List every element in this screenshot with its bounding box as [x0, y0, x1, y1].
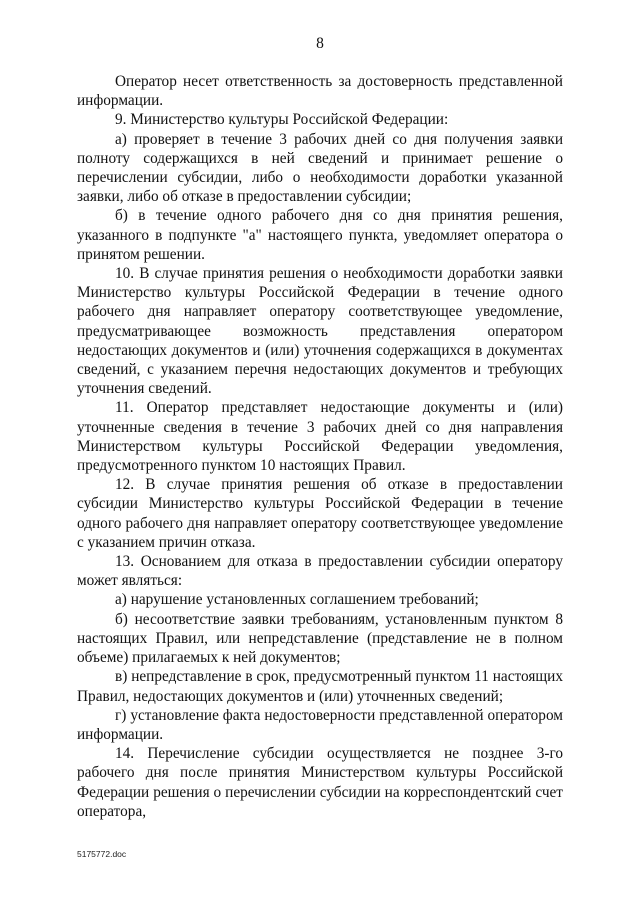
paragraph: в) непредставление в срок, предусмотренный пунктом 11 настоящих Правил, недостающих документов и (или) уточненных сведений;: [77, 668, 563, 705]
paragraph: 10. В случае принятия решения о необходимости доработки заявки Министерство культуры Российской Федерации в течение одного рабочего дня направляет оператору соответствующее уведомление, предусматривающее возможность представления оператором недостающих документов и (или) уточнения содержащихся в документах сведений, с указанием перечня недостающих документов и требующих уточнения сведений.: [77, 265, 563, 398]
document-body: [77, 72, 563, 821]
paragraph: Оператор несет ответственность за достоверность представленной информации.: [77, 73, 563, 110]
page-number: 8: [316, 35, 324, 52]
paragraph: а) нарушение установленных соглашением требований;: [115, 591, 479, 609]
paragraph: б) в течение одного рабочего дня со дня принятия решения, указанного в подпункте "а" настоящего пункта, уведомляет оператора о принятом решении.: [77, 207, 563, 263]
paragraph: 14. Перечисление субсидии осуществляется не позднее 3-го рабочего дня после принятия Министерством культуры Российской Федерации решения о перечислении субсидии на корреспондентский счет оператора,: [77, 745, 563, 820]
paragraph: б) несоответствие заявки требованиям, установленным пунктом 8 настоящих Правил, или непредставление (представление не в полном объеме) прилагаемых к ней документов;: [77, 610, 563, 667]
paragraph: 9. Министерство культуры Российской Федерации:: [115, 111, 449, 129]
paragraph: 13. Основанием для отказа в предоставлении субсидии оператору может являться:: [77, 553, 563, 590]
paragraph: г) установление факта недостоверности представленной оператором информации.: [77, 706, 563, 743]
paragraph: 12. В случае принятия решения об отказе в предоставлении субсидии Министерство культуры Российской Федерации в течение одного рабочего дня направляет оператору соответствующее уведомление с указанием причин отказа.: [77, 476, 563, 551]
document-file-code: 5175772.doc: [77, 849, 127, 859]
paragraph: 11. Оператор представляет недостающие документы и (или) уточненные сведения в течение 3 рабочих дней со дня направления Министерством культуры Российской Федерации уведомления, предусмотренного пунктом 10 настоящих Правил.: [77, 399, 563, 475]
paragraph: а) проверяет в течение 3 рабочих дней со дня получения заявки полноту содержащихся в ней сведений и принимает решение о перечислении субсидии, либо о необходимости доработки указанной заявки, либо об отказе в предоставлении субсидии;: [77, 130, 563, 206]
